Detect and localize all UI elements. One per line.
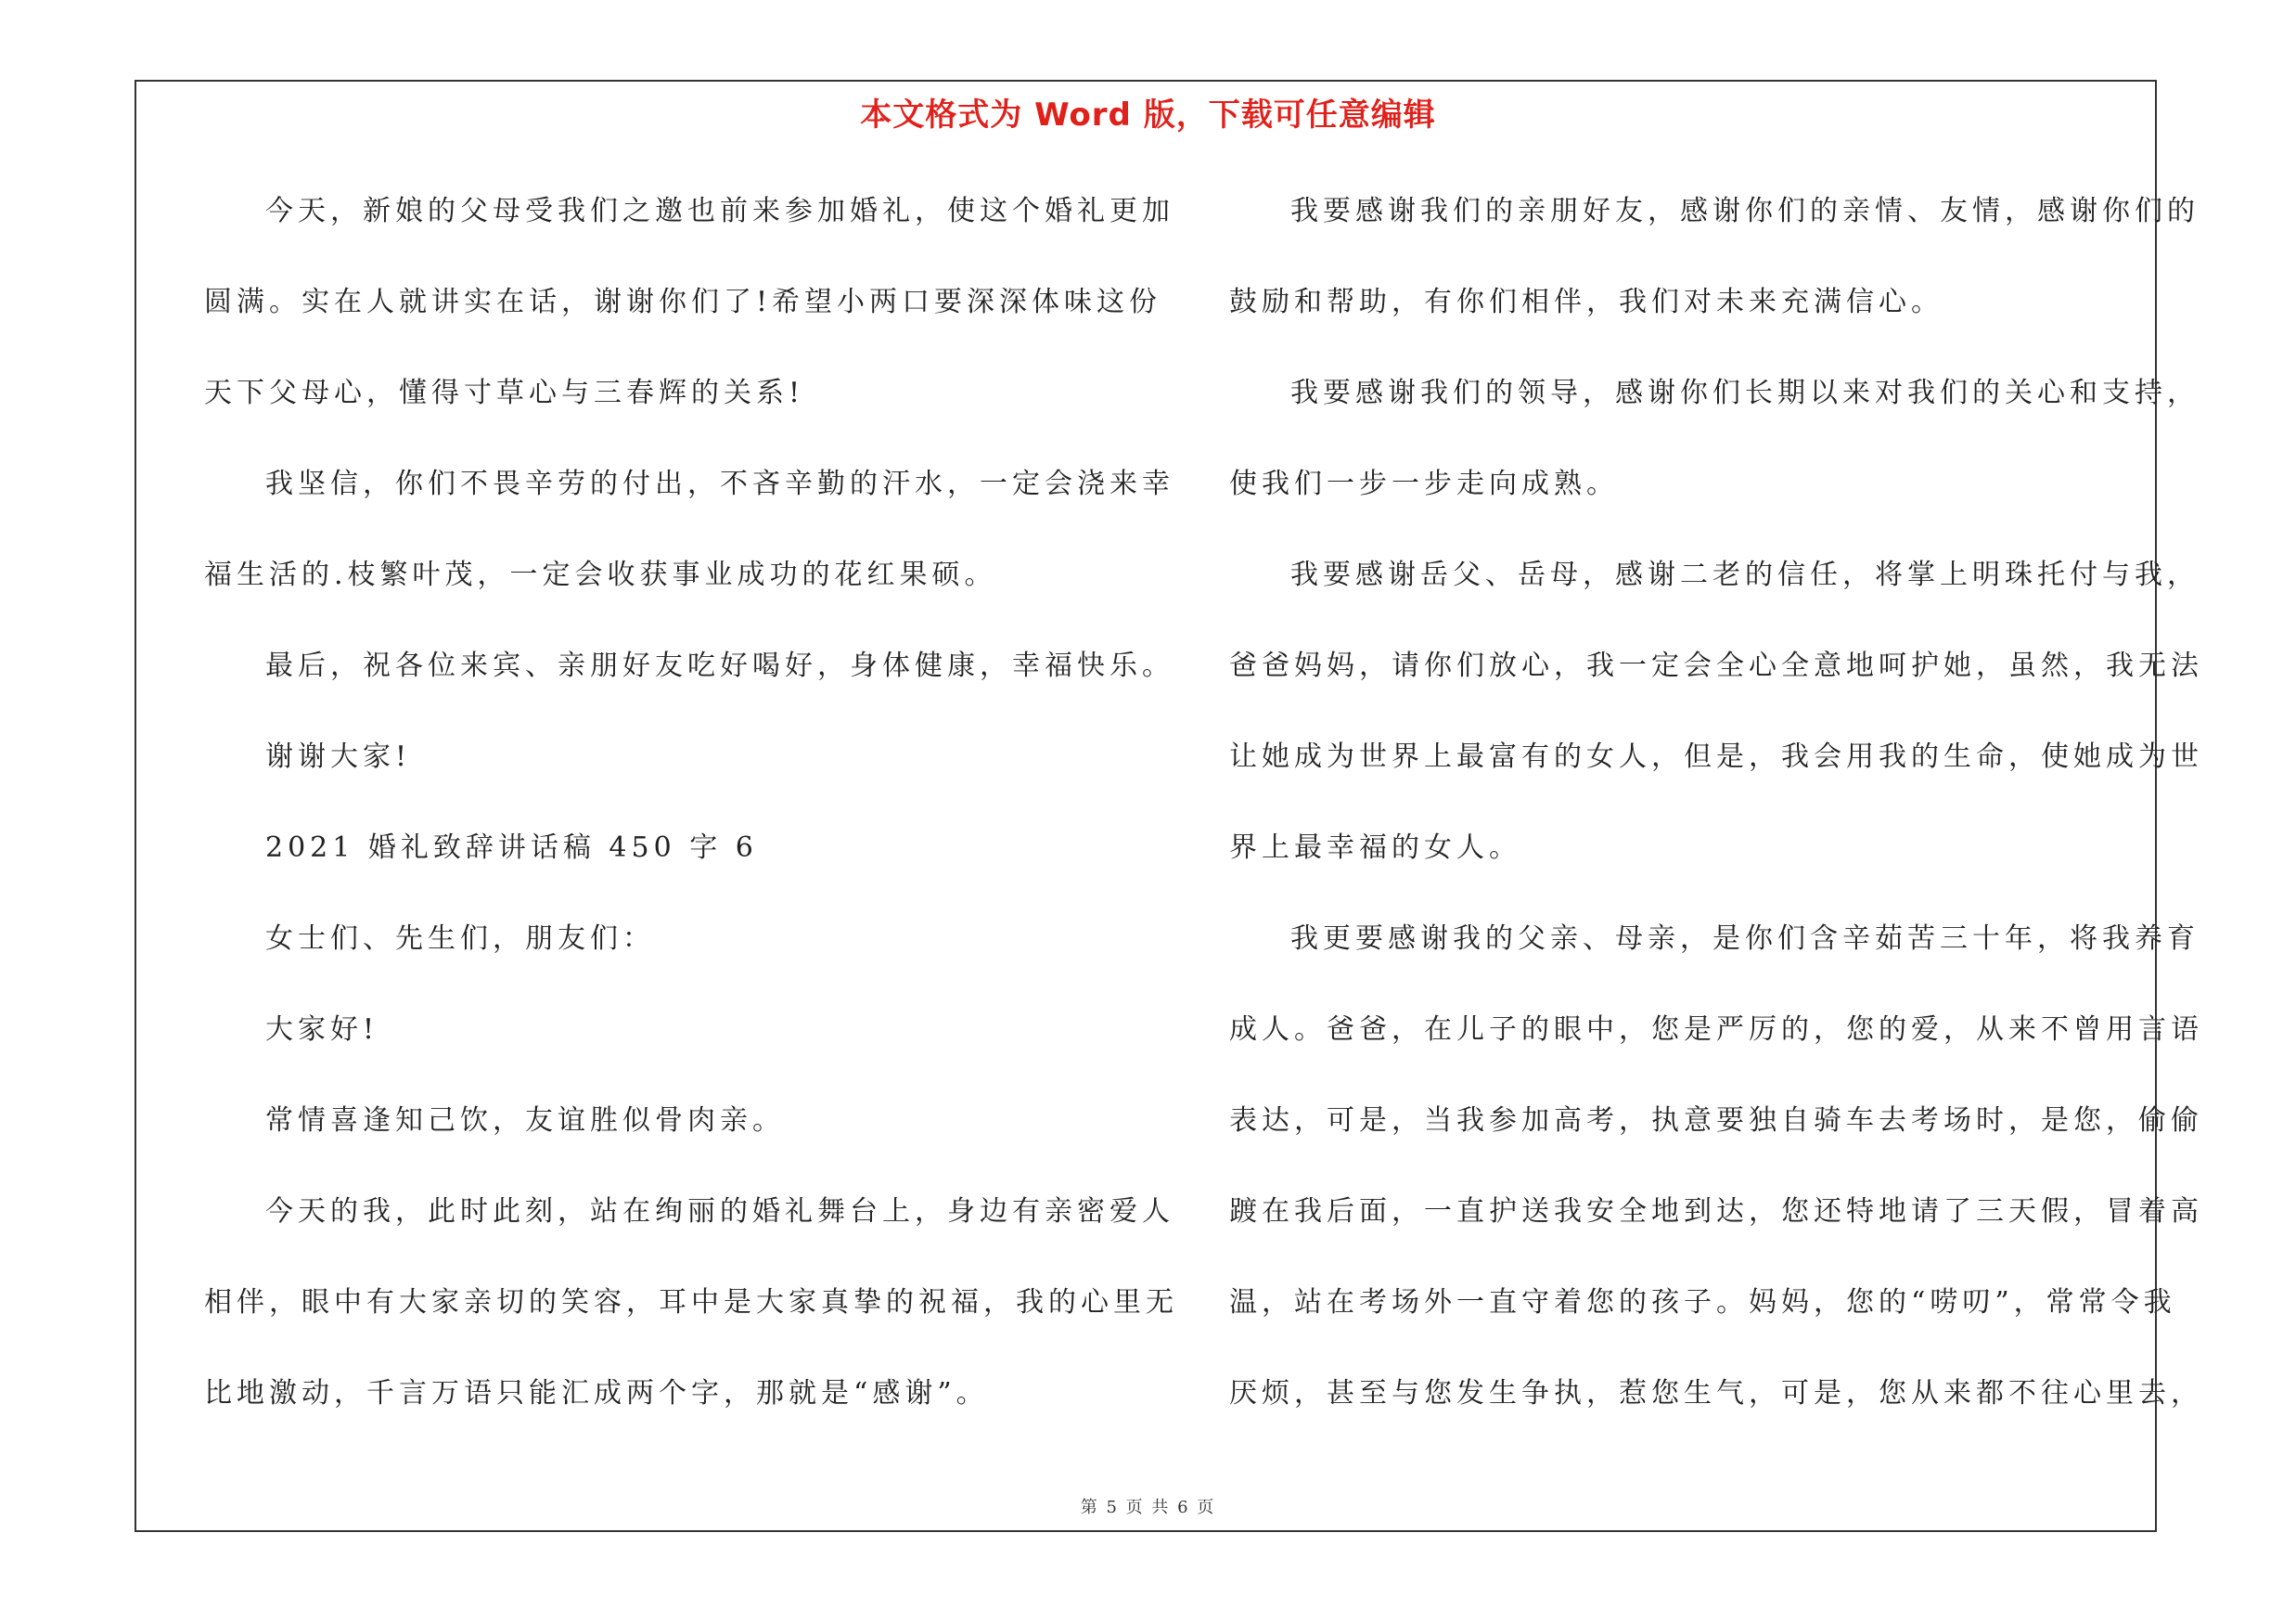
left-text-column xyxy=(204,184,1178,1457)
text-line: 女士们、先生们，朋友们： xyxy=(265,922,655,955)
text-line: 踱在我后面，一直护送我安全地到达，您还特地请了三天假，冒着高 xyxy=(1229,1195,2203,1228)
text-line: 相伴，眼中有大家亲切的笑容，耳中是大家真挚的祝福，我的心里无 xyxy=(204,1286,1178,1319)
text-line: 让她成为世界上最富有的女人，但是，我会用我的生命，使她成为世 xyxy=(1229,741,2203,773)
right-text-column xyxy=(1229,184,2203,1457)
text-line: 成人。爸爸，在儿子的眼中，您是严厉的，您的爱，从来不曾用言语 xyxy=(1229,1013,2203,1046)
document-header: 本文格式为 Word 版，下载可任意编辑 xyxy=(860,97,1436,134)
text-line: 最后，祝各位来宾、亲朋好友吃好喝好，身体健康，幸福快乐。 xyxy=(265,650,1174,682)
text-line: 我坚信，你们不畏辛劳的付出，不吝辛勤的汗水，一定会浇来幸 xyxy=(265,468,1174,500)
page-number: 第 5 页 共 6 页 xyxy=(1080,1498,1216,1517)
text-line: 使我们一步一步走向成熟。 xyxy=(1229,468,1619,500)
text-line: 常情喜逢知己饮，友谊胜似骨肉亲。 xyxy=(265,1104,785,1137)
text-line: 天下父母心，懂得寸草心与三春辉的关系! xyxy=(204,377,805,409)
text-line: 福生活的.枝繁叶茂，一定会收获事业成功的花红果硕。 xyxy=(204,559,997,591)
text-line: 谢谢大家! xyxy=(265,741,412,773)
text-line: 我更要感谢我的父亲、母亲，是你们含辛茹苦三十年，将我养育 xyxy=(1290,922,2200,955)
text-line: 爸爸妈妈，请你们放心，我一定会全心全意地呵护她，虽然，我无法 xyxy=(1229,650,2203,682)
text-line: 比地激动，千言万语只能汇成两个字，那就是“感谢”。 xyxy=(204,1377,989,1410)
text-line: 表达，可是，当我参加高考，执意要独自骑车去考场时，是您，偷偷 xyxy=(1229,1104,2203,1137)
text-line: 圆满。实在人就讲实在话，谢谢你们了!希望小两口要深深体味这份 xyxy=(204,286,1162,318)
text-line: 大家好! xyxy=(265,1013,379,1046)
text-line: 2021 婚礼致辞讲话稿 450 字 6 xyxy=(265,831,758,864)
text-line: 我要感谢我们的领导，感谢你们长期以来对我们的关心和支持， xyxy=(1290,377,2200,409)
text-line: 鼓励和帮助，有你们相伴，我们对未来充满信心。 xyxy=(1229,286,1943,318)
text-line: 今天的我，此时此刻，站在绚丽的婚礼舞台上，身边有亲密爱人 xyxy=(265,1195,1174,1228)
text-line: 我要感谢我们的亲朋好友，感谢你们的亲情、友情，感谢你们的 xyxy=(1290,195,2200,227)
text-line: 今天，新娘的父母受我们之邀也前来参加婚礼，使这个婚礼更加 xyxy=(265,195,1174,227)
text-line: 温，站在考场外一直守着您的孩子。妈妈，您的“唠叨”，常常令我 xyxy=(1229,1286,2176,1319)
text-line: 界上最幸福的女人。 xyxy=(1229,831,1521,864)
text-line: 我要感谢岳父、岳母，感谢二老的信任，将掌上明珠托付与我， xyxy=(1290,559,2200,591)
text-line: 厌烦，甚至与您发生争执，惹您生气，可是，您从来都不往心里去， xyxy=(1229,1377,2203,1410)
